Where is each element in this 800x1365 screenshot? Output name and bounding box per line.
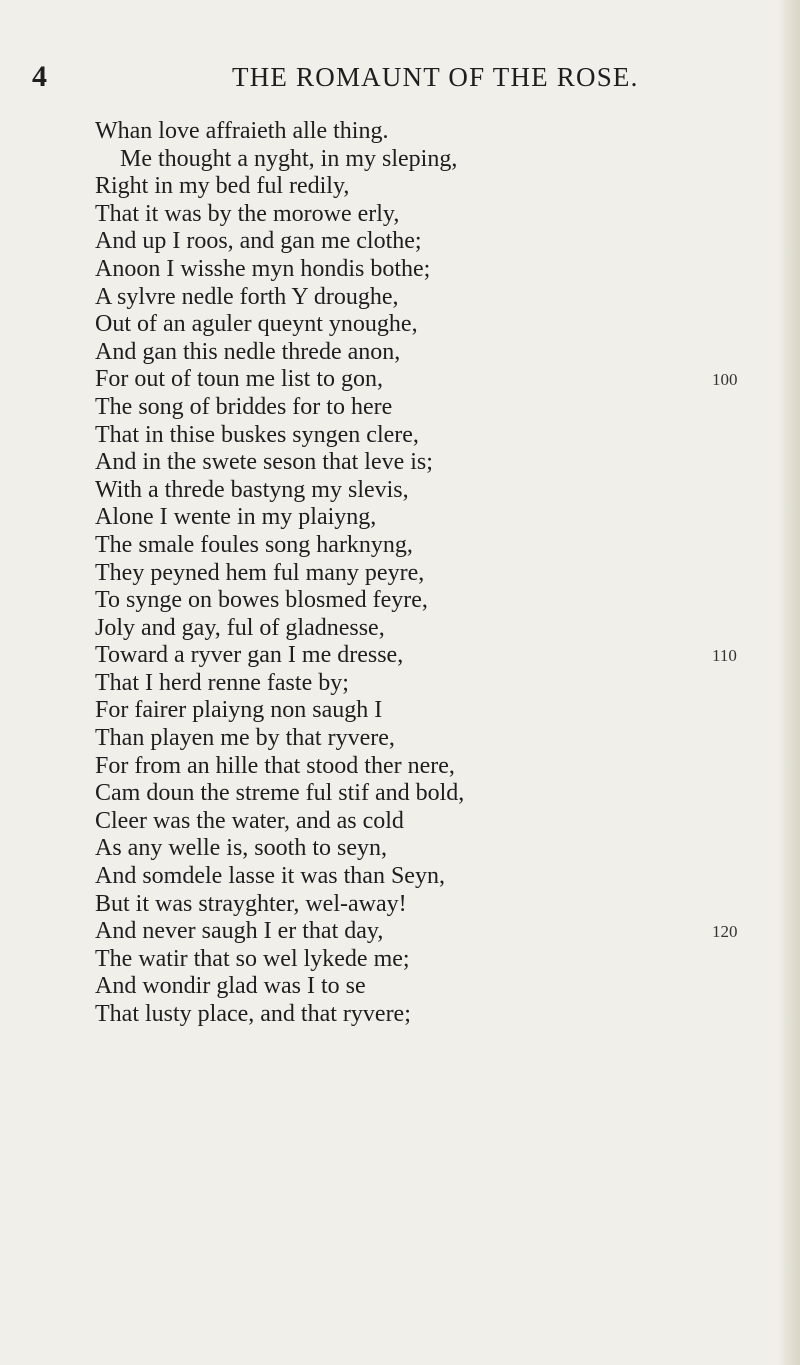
poem-line-text: And gan this nedle threde anon, [95,338,401,365]
poem-line [0,725,800,753]
page-header [0,60,800,100]
poem-line [0,1001,800,1029]
page-number: 4 [32,60,47,93]
poem-line-text: And wondir glad was I to se [95,973,366,1000]
poem-line-text: Cleer was the water, and as cold [95,807,404,834]
poem-line [0,339,800,367]
poem-line-text: Me thought a nyght, in my sleping, [120,145,458,172]
poem-line-text: That it was by the morowe erly, [95,200,400,227]
poem-line [0,642,800,670]
poem-line-text: Joly and gay, ful of gladnesse, [95,614,385,641]
poem-line-text: Toward a ryver gan I me dresse, [95,642,404,669]
poem-line-text: That lusty place, and that ryvere; [95,1001,411,1027]
poem-line-text: And up I roos, and gan me clothe; [95,228,422,255]
poem-line-text: They peyned hem ful many peyre, [95,559,425,586]
poem-line [0,449,800,477]
poem-line-text: A sylvre nedle forth Y droughe, [95,283,399,310]
line-number: 120 [712,922,738,942]
poem-line [0,504,800,532]
poem-line [0,311,800,339]
poem-line-text: And somdele lasse it was than Seyn, [95,863,445,890]
poem-line [0,835,800,863]
poem-line-text: For fairer plaiyng non saugh I [95,697,383,724]
poem-line-text: The song of briddes for to here [95,393,393,420]
poem-line [0,228,800,256]
poem-line [0,477,800,505]
poem-line [0,863,800,891]
poem-line-text: Anoon I wisshe myn hondis bothe; [95,255,431,282]
line-number: 100 [712,370,738,390]
line-number: 110 [712,646,737,666]
poem-line [0,808,800,836]
poem-line-text: For from an hille that stood ther nere, [95,752,455,779]
poem-line-text: The watir that so wel lykede me; [95,945,410,972]
poem-line [0,918,800,946]
poem-line [0,615,800,643]
poem-line-text: The smale foules song harknyng, [95,531,413,558]
poem-line [0,146,800,174]
poem-line [0,587,800,615]
poem-line [0,973,800,1001]
poem-line-text: And in the swete seson that leve is; [95,449,433,476]
poem-line [0,173,800,201]
poem-line [0,780,800,808]
poem-line-text: Cam doun the streme ful stif and bold, [95,780,465,807]
poem-line-text: Than playen me by that ryvere, [95,725,395,752]
poem-line [0,422,800,450]
poem-line [0,118,800,146]
running-head: THE ROMAUNT OF THE ROSE. [232,62,639,92]
poem-line-text: Alone I wente in my plaiyng, [95,504,377,531]
poem-line [0,560,800,588]
poem-line-text: Right in my bed ful redily, [95,173,350,200]
poem-line [0,697,800,725]
poem-line-text: Out of an aguler queynt ynoughe, [95,311,418,338]
poem-line [0,670,800,698]
poem-text [0,118,800,1029]
poem-line [0,366,800,394]
poem-line-text: That I herd renne faste by; [95,669,349,696]
poem-line-text: And never saugh I er that day, [95,918,384,945]
poem-line-text: To synge on bowes blosmed feyre, [95,587,428,614]
poem-line [0,394,800,422]
poem-line-text: Whan love affraieth alle thing. [95,118,389,144]
poem-line-text: With a threde bastyng my slevis, [95,476,409,503]
poem-line [0,753,800,781]
poem-line [0,201,800,229]
poem-line-text: As any welle is, sooth to seyn, [95,835,387,862]
poem-line [0,284,800,312]
poem-line-text: But it was strayghter, wel-away! [95,890,407,917]
poem-line [0,891,800,919]
poem-line-text: For out of toun me list to gon, [95,366,383,393]
poem-line [0,946,800,974]
poem-line [0,532,800,560]
poem-line [0,256,800,284]
poem-line-text: That in thise buskes syngen clere, [95,421,419,448]
